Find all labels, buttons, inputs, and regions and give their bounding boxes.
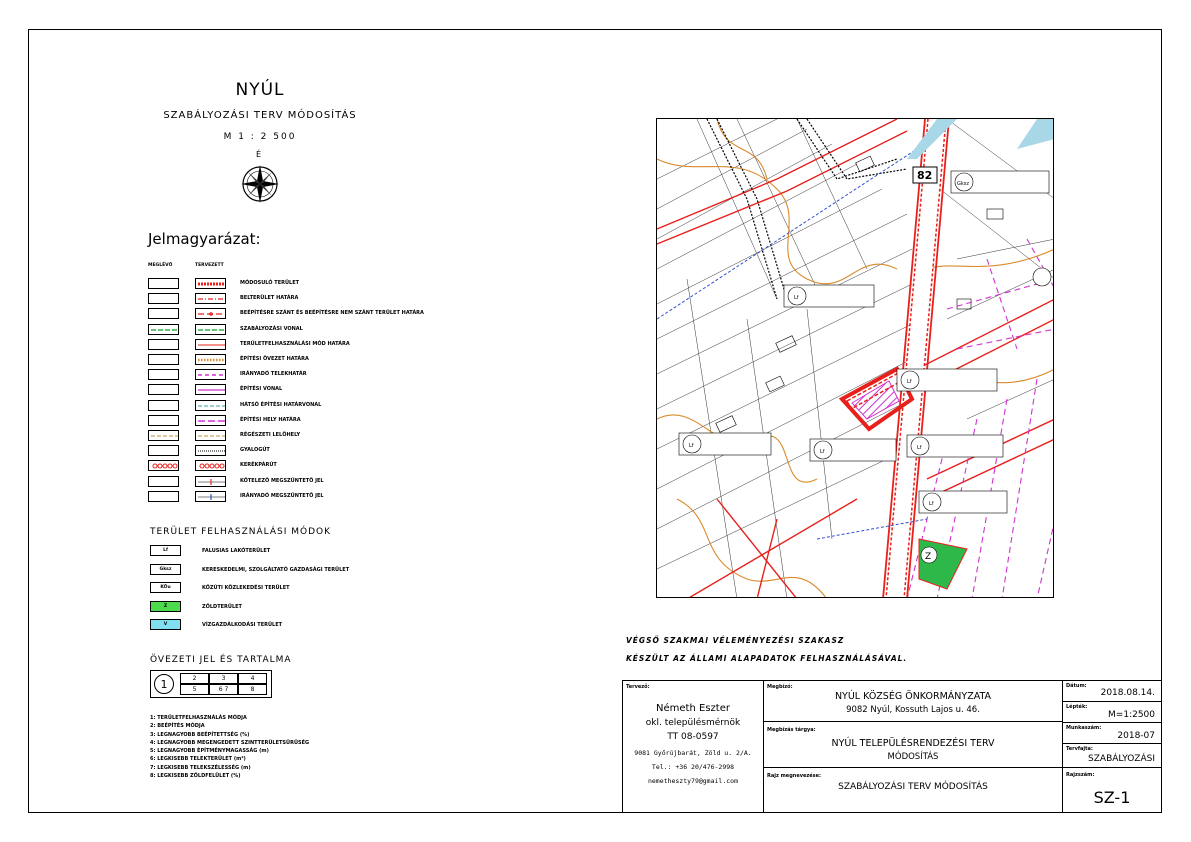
zone-tag-label: Lf	[929, 501, 934, 507]
legend-planned-symbol	[195, 400, 226, 411]
zone-cell: 5	[180, 684, 209, 695]
north-arrow	[240, 150, 280, 210]
legend-existing-symbol	[148, 293, 179, 304]
zone-tag	[897, 369, 997, 391]
designer-name: Németh Eszter	[656, 703, 730, 714]
sheet-cell	[1062, 767, 1162, 813]
client-cell	[763, 680, 1063, 722]
map-canvas	[657, 119, 1054, 598]
subject-label: Megbízás tárgya:	[767, 727, 816, 733]
map-subtitle: SZABÁLYOZÁSI TERV MÓDOSÍTÁS	[163, 110, 357, 121]
land-use-code: Lf	[150, 545, 181, 556]
zone-tag-label: Lf	[917, 445, 922, 451]
compass-rose-icon	[240, 162, 280, 206]
map-scale: M 1 : 2 500	[223, 132, 297, 142]
land-use-heading: TERÜLET FELHASZNÁLÁSI MÓDOK	[150, 527, 332, 537]
zone-circle: 1	[154, 674, 174, 694]
zone-note: 4: LEGNAGYOBB MEGENGEDETT SZINTTERÜLETSŰRŰSÉG	[150, 739, 310, 746]
date-value: 2018.08.14.	[1100, 688, 1155, 698]
legend-planned-symbol	[195, 384, 226, 395]
scale-cell	[1062, 701, 1162, 723]
zone-note: 1: TERÜLETFELHASZNÁLÁS MÓDJA	[150, 715, 247, 721]
legend-planned-symbol	[195, 324, 226, 335]
job-cell	[1062, 722, 1162, 744]
zone-note: 3: LEGNAGYOBB BEÉPÍTETTSÉG (%)	[150, 731, 250, 738]
legend-planned-symbol	[195, 369, 226, 380]
regulation-map[interactable]	[656, 118, 1054, 598]
zone-tag-label: Lf	[689, 443, 694, 449]
subject-cell	[763, 721, 1063, 768]
legend-existing-symbol	[148, 278, 179, 289]
land-use-label: FALUSIAS LAKÓTERÜLET	[202, 548, 271, 554]
zone-tag-label: Lf	[907, 379, 912, 385]
legend-item-label: TERÜLETFELHASZNÁLÁSI MÓD HATÁRA	[240, 340, 350, 347]
zone-symbol	[150, 670, 272, 698]
zone-cell: 8	[238, 684, 267, 695]
designer-title: okl. településmérnök	[645, 718, 741, 728]
job-label: Munkaszám:	[1066, 725, 1102, 731]
zone-tag-label: Gksz	[957, 181, 969, 187]
legend-planned-symbol	[195, 430, 226, 441]
legend-item-label: ÉPÍTÉSI ÖVEZET HATÁRA	[240, 356, 309, 362]
legend-planned-symbol	[195, 339, 226, 350]
zone-tag	[679, 433, 771, 455]
legend-existing-symbol	[148, 476, 179, 487]
designer-label: Tervező:	[626, 684, 650, 690]
zone-tag-label: Lf	[794, 295, 799, 301]
legend-item-label: SZABÁLYOZÁSI VONAL	[240, 325, 303, 332]
job-value: 2018-07	[1117, 731, 1155, 741]
legend-item-label: RÉGÉSZETI LELŐHELY	[240, 432, 301, 438]
client-name: NYÚL KÖZSÉG ÖNKORMÁNYZATA	[834, 691, 992, 702]
legend-item-label: KÖTELEZŐ MEGSZÜNTETŐ JEL	[240, 477, 324, 484]
land-use-label: KÖZÚTI KÖZLEKEDÉSI TERÜLET	[202, 585, 290, 591]
subject-line-2: MÓDOSÍTÁS	[887, 752, 939, 762]
legend-existing-symbol	[148, 384, 179, 395]
legend-item-label: ÉPÍTÉSI VONAL	[240, 386, 283, 393]
legend-planned-symbol	[195, 308, 226, 319]
zone-note: 5: LEGNAGYOBB ÉPÍTMÉNYMAGASSÁG (m)	[150, 748, 269, 755]
zone-tag-label: Lf	[820, 449, 825, 455]
land-use-label: VÍZGAZDÁLKODÁSI TERÜLET	[202, 622, 283, 628]
zone-cell: 4	[238, 673, 267, 684]
zone-tag	[919, 491, 1007, 513]
zone-note: 2: BEÉPÍTÉS MÓDJA	[150, 723, 205, 730]
zone-note: 8: LEGKISEBB ZÖLDFELÜLET (%)	[150, 773, 241, 780]
scale-value: M=1:2500	[1108, 710, 1155, 720]
designer-address: 9081 Győrújbarát, Zöld u. 2/A.	[634, 749, 752, 757]
designer-cell	[622, 680, 764, 813]
legend-planned-symbol	[195, 415, 226, 426]
legend-planned-symbol	[195, 278, 226, 289]
land-use-label: ZÖLDTERÜLET	[202, 603, 242, 610]
sheet-label: Rajzszám:	[1066, 772, 1095, 778]
zone-cell: 3	[209, 673, 238, 684]
land-use-code: Z	[150, 601, 181, 612]
zone-tag	[810, 439, 896, 461]
legend-existing-symbol	[148, 400, 179, 411]
zone-tag	[907, 435, 1003, 457]
north-label: É	[256, 150, 262, 159]
legend-item-label: BELTERÜLET HATÁRA	[240, 295, 299, 302]
part-value: SZABÁLYOZÁSI	[1088, 754, 1155, 764]
zone-tag	[784, 285, 874, 307]
legend-existing-symbol	[148, 445, 179, 456]
land-use-code: Gksz	[150, 564, 181, 575]
land-use-code: V	[150, 619, 181, 630]
legend-item-label: KERÉKPÁRÚT	[240, 462, 277, 469]
stage-line-2: KÉSZÜLT AZ ÁLLAMI ALAPADATOK FELHASZNÁLÁSÁVAL.	[626, 654, 908, 663]
zone-notes	[150, 714, 309, 780]
drawing-name: SZABÁLYOZÁSI TERV MÓDOSÍTÁS	[838, 782, 988, 792]
drawing-label: Rajz megnevezése:	[767, 773, 822, 779]
zone-cell: 2	[180, 673, 209, 684]
zone-tag	[951, 171, 1049, 193]
legend-existing-symbol	[148, 369, 179, 380]
legend-planned-symbol	[195, 445, 226, 456]
client-label: Megbízó:	[767, 684, 793, 690]
legend-existing-symbol	[148, 308, 179, 319]
legend-item-label: GYALOGÚT	[240, 447, 270, 454]
sheet-value: SZ-1	[1093, 788, 1131, 807]
legend-item-label: ÉPÍTÉSI HELY HATÁRA	[240, 416, 301, 423]
scale-label: Lépték:	[1066, 704, 1088, 710]
drawing-name-cell	[763, 767, 1063, 813]
zone-note: 7: LEGKISEBB TELEKSZÉLESSÉG (m)	[150, 764, 251, 771]
part-label: Tervfajta:	[1066, 746, 1093, 752]
zone-note: 6: LEGKISEBB TELEKTERÜLET (m²)	[150, 756, 246, 763]
legend-item-label: IRÁNYADÓ TELEKHATÁR	[240, 371, 307, 378]
zone-heading: ÖVEZETI JEL ÉS TARTALMA	[150, 655, 292, 665]
legend-item-label: BEÉPÍTÉSRE SZÁNT ÉS BEÉPÍTÉSRE NEM SZÁNT TERÜLET HATÁRA	[240, 310, 424, 317]
date-cell	[1062, 680, 1162, 702]
legend-existing-symbol	[148, 415, 179, 426]
legend-col-existing: MEGLÉVŐ	[148, 263, 173, 268]
legend-heading: Jelmagyarázat:	[148, 230, 261, 248]
zone-cell: 6 7	[209, 684, 238, 695]
legend-planned-symbol	[195, 293, 226, 304]
designer-id: TT 08-0597	[667, 732, 719, 742]
legend-planned-symbol	[195, 476, 226, 487]
designer-phone: Tel.: +36 20/476-2998	[651, 763, 735, 771]
legend-existing-symbol	[148, 354, 179, 365]
legend-existing-symbol	[148, 491, 179, 502]
legend-existing-symbol	[148, 430, 179, 441]
legend-existing-symbol	[148, 460, 179, 471]
land-use-label: KERESKEDELMI, SZOLGÁLTATÓ GAZDASÁGI TERÜLET	[202, 566, 350, 573]
part-cell	[1062, 743, 1162, 768]
client-address: 9082 Nyúl, Kossuth Lajos u. 46.	[846, 705, 980, 715]
legend-planned-symbol	[195, 491, 226, 502]
designer-email: nemetheszty79@gmail.com	[647, 777, 738, 785]
legend-col-planned: TERVEZETT	[195, 263, 224, 268]
legend-existing-symbol	[148, 339, 179, 350]
legend-planned-symbol	[195, 354, 226, 365]
map-zone-label: Z	[925, 552, 932, 562]
subject-line-1: NYÚL TELEPÜLÉSRENDEZÉSI TERV	[831, 738, 995, 749]
legend-item-label: HÁTSÓ ÉPÍTÉSI HATÁRVONAL	[240, 401, 322, 408]
legend-item-label: MÓDOSULÓ TERÜLET	[240, 280, 300, 286]
legend-planned-symbol	[195, 460, 226, 471]
map-title: NYÚL	[235, 80, 285, 100]
road-number-label: 82	[917, 169, 933, 182]
date-label: Dátum:	[1066, 683, 1087, 689]
land-use-code: KÖu	[150, 582, 181, 593]
legend-item-label: IRÁNYADÓ MEGSZÜNTETŐ JEL	[240, 492, 324, 499]
stage-line-1: VÉGSŐ SZAKMAI VÉLEMÉNYEZÉSI SZAKASZ	[626, 636, 845, 645]
legend-existing-symbol	[148, 324, 179, 335]
